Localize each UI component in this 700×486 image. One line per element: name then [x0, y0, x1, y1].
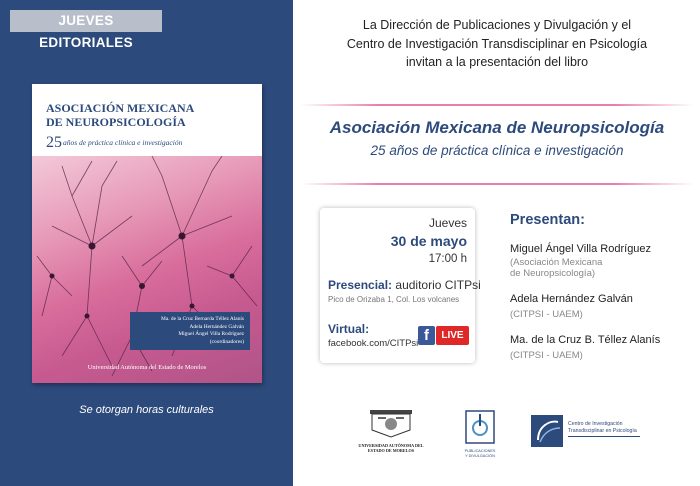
uaem-name-line1: UNIVERSIDAD AUTÓNOMA DEL	[358, 443, 424, 448]
book-cover	[32, 84, 262, 383]
presenter-1-name: Miguel Ángel Villa Rodríguez	[510, 243, 652, 255]
book-subtitle-text: años de práctica clínica e investigación	[63, 138, 183, 147]
publicaciones-name-line1: PUBLICACIONES	[464, 449, 496, 453]
presenter-2-name: Adela Hernández Galván	[510, 293, 633, 305]
book-cover-header	[32, 84, 262, 156]
uaem-emblem-icon	[366, 408, 416, 438]
event-time: 17:00 h	[428, 253, 467, 265]
citpsi-emblem-icon	[530, 414, 564, 448]
venue-name: auditorio CITPsi	[395, 278, 481, 292]
event-details-card	[320, 208, 481, 363]
book-university: Universidad Autónoma del Estado de Morelos	[87, 364, 207, 371]
virtual-label: Virtual:	[328, 322, 370, 336]
facebook-link[interactable]: facebook.com/CITPsi	[328, 338, 419, 349]
event-day: Jueves	[428, 216, 467, 230]
event-subtitle: 25 años de práctica clínica e investigación	[370, 143, 624, 158]
presenter-1-affiliation-line1: (Asociación Mexicana	[510, 257, 603, 268]
citpsi-underline	[568, 436, 640, 437]
invitation-line-2: Centro de Investigación Transdisciplinar en Psicología	[346, 36, 648, 51]
publicaciones-name-line2: Y DIVULGACIÓN	[465, 453, 495, 458]
venue-line	[328, 278, 481, 292]
presenter-1-affiliation-line2: de Neuropsicología)	[510, 268, 596, 279]
bottom-divider	[300, 183, 694, 185]
facebook-icon[interactable]: f	[418, 326, 435, 345]
presenter-3-name: Ma. de la Cruz B. Téllez Alanís	[510, 334, 661, 346]
book-subtitle	[46, 134, 182, 152]
invitation-line-1: La Dirección de Publicaciones y Divulgación y el	[362, 18, 632, 32]
event-date: 30 de mayo	[390, 233, 467, 249]
book-title	[46, 101, 256, 129]
citpsi-name	[568, 421, 637, 434]
book-title-line2: DE NEUROPSICOLOGÍA	[46, 115, 186, 129]
citpsi-name-line2: Transdisciplinar en Psicología	[568, 427, 637, 434]
presenter-2-affiliation: (CITPSI - UAEM)	[510, 309, 583, 320]
citpsi-logo	[530, 414, 645, 450]
book-editors-role: (coordinadores)	[209, 338, 244, 345]
credits-note: Se otorgan horas culturales	[79, 404, 214, 416]
book-editor-3: Miguel Ángel Villa Rodríguez	[178, 331, 244, 337]
left-panel	[0, 0, 293, 486]
uaem-logo	[358, 408, 424, 458]
publicaciones-emblem-icon	[465, 410, 495, 444]
invitation-text	[312, 16, 682, 72]
live-badge[interactable]: LIVE	[436, 326, 469, 345]
book-editor-2: Adela Hernández Galván	[189, 323, 244, 330]
citpsi-name-line1: Centro de Investigación	[568, 421, 623, 427]
uaem-name-line2: ESTADO DE MORELOS	[367, 448, 415, 453]
publicaciones-logo	[460, 410, 500, 460]
presencial-label: Presencial:	[328, 278, 393, 292]
venue-address: Pico de Orizaba 1, Col. Los volcanes	[328, 295, 460, 304]
book-editor-1: Ma. de la Cruz Bernarda Téllez Alanís	[161, 316, 244, 322]
book-title-line1: ASOCIACIÓN MEXICANA	[46, 101, 195, 115]
book-cover-art	[32, 156, 262, 383]
book-editors	[130, 312, 250, 350]
top-divider	[300, 104, 694, 106]
book-subtitle-number: 25	[46, 134, 62, 151]
event-title: Asociación Mexicana de Neuropsicología	[329, 118, 665, 137]
presenters-heading: Presentan:	[510, 212, 585, 228]
presenter-3-affiliation: (CITPSI - UAEM)	[510, 350, 583, 361]
series-tag: JUEVES EDITORIALES	[10, 10, 162, 32]
invitation-line-3: invitan a la presentación del libro	[405, 55, 589, 69]
